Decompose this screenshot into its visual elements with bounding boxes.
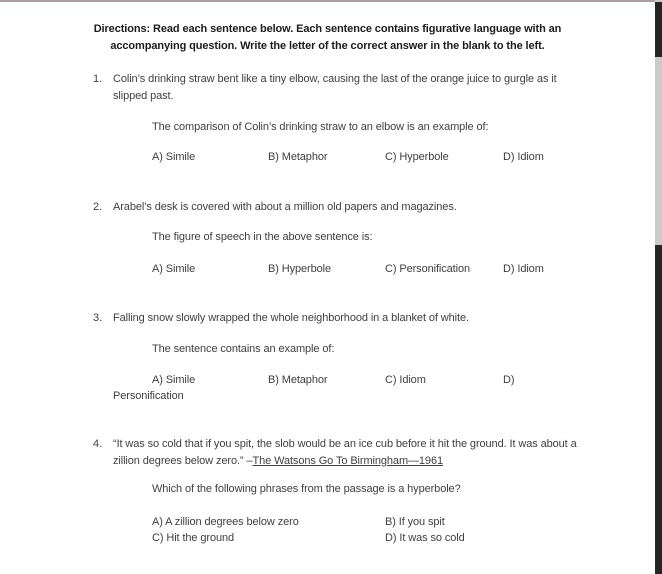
question-4-option-c: C) Hit the ground [152,532,235,544]
question-1-prompt: The comparison of Colin’s drinking straw to an elbow is an example of: [152,121,489,133]
question-2-sentence: Arabel’s desk is covered with about a million old papers and magazines. [113,201,457,213]
question-3-option-d: D) [503,374,515,386]
scrollbar-thumb[interactable] [655,2,662,57]
question-2-prompt: The figure of speech in the above sentence is: [152,231,373,243]
question-4-option-a: A) A zillion degrees below zero [152,516,299,528]
book-citation: The Watsons Go To Birmingham—1961 [252,455,443,467]
question-4-number: 4. [93,438,103,450]
scrollbar-track[interactable] [655,0,662,574]
question-1-number: 1. [93,73,103,85]
question-2-option-b: B) Hyperbole [268,263,331,275]
directions-text: Directions: Read each sentence below. Each sentence contains figurative language with an accompanying question. Write the letter of the correct answer in the blank to the left. [93,23,562,52]
question-4-option-b: B) If you spit [385,516,445,528]
scrollbar-dark-region [655,245,662,574]
question-1-option-d: D) Idiom [503,151,544,163]
question-3-option-a: A) Simile [152,374,196,386]
question-1-option-c: C) Hyperbole [385,151,449,163]
question-4-prompt: Which of the following phrases from the passage is a hyperbole? [152,483,461,495]
question-4-option-d: D) It was so cold [385,532,465,544]
question-4-sentence [113,436,589,470]
question-2-option-a: A) Simile [152,263,196,275]
page-top-highlight [0,2,655,18]
question-1-option-a: A) Simile [152,151,196,163]
question-3-option-b: B) Metaphor [268,374,328,386]
question-3-option-c: C) Idiom [385,374,426,386]
question-1-sentence: Colin’s drinking straw bent like a tiny elbow, causing the last of the orange juice to gurgle as it slipped past. [113,73,557,102]
question-2-number: 2. [93,201,103,213]
question-2-option-d: D) Idiom [503,263,544,275]
question-2-option-c: C) Personification [385,263,471,275]
question-3-sentence: Falling snow slowly wrapped the whole neighborhood in a blanket of white. [113,312,469,324]
question-4-sentence-text: “It was so cold that if you spit, the slob would be an ice cub before it hit the ground. It was about a zillion degrees below zero.” – [113,438,577,467]
question-1-option-b: B) Metaphor [268,151,328,163]
question-3-option-d-wrap: Personification [113,390,184,402]
question-3-number: 3. [93,312,103,324]
question-3-prompt: The sentence contains an example of: [152,343,335,355]
